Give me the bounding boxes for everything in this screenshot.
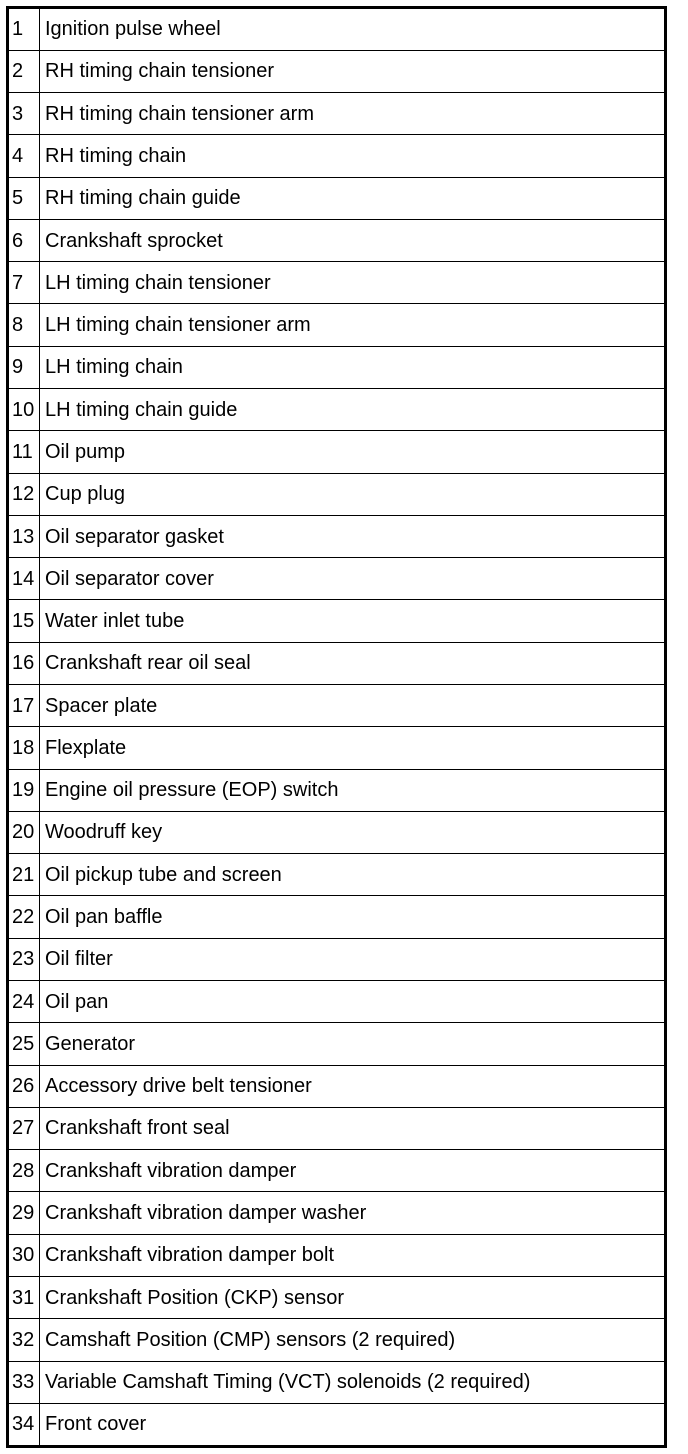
item-number: 6 bbox=[9, 219, 40, 261]
item-description: LH timing chain tensioner arm bbox=[40, 304, 665, 346]
table-row bbox=[9, 1065, 664, 1107]
table-row bbox=[9, 431, 664, 473]
item-number: 13 bbox=[9, 515, 40, 557]
table-row bbox=[9, 558, 664, 600]
item-description: Crankshaft vibration damper washer bbox=[40, 1192, 665, 1234]
item-number: 27 bbox=[9, 1107, 40, 1149]
item-description: Flexplate bbox=[40, 727, 665, 769]
table-row bbox=[9, 769, 664, 811]
item-number: 1 bbox=[9, 9, 40, 50]
table-row bbox=[9, 1361, 664, 1403]
table-row bbox=[9, 473, 664, 515]
item-description: Engine oil pressure (EOP) switch bbox=[40, 769, 665, 811]
item-description: LH timing chain bbox=[40, 346, 665, 388]
item-number: 32 bbox=[9, 1319, 40, 1361]
table-row bbox=[9, 642, 664, 684]
table-row bbox=[9, 811, 664, 853]
item-description: Crankshaft sprocket bbox=[40, 219, 665, 261]
item-description: Oil separator cover bbox=[40, 558, 665, 600]
table-row bbox=[9, 219, 664, 261]
item-number: 18 bbox=[9, 727, 40, 769]
item-description: LH timing chain guide bbox=[40, 389, 665, 431]
table-row bbox=[9, 304, 664, 346]
table-row bbox=[9, 1107, 664, 1149]
table-row bbox=[9, 1276, 664, 1318]
item-number: 29 bbox=[9, 1192, 40, 1234]
item-number: 5 bbox=[9, 177, 40, 219]
item-description: Crankshaft vibration damper bbox=[40, 1150, 665, 1192]
item-description: Accessory drive belt tensioner bbox=[40, 1065, 665, 1107]
table-row bbox=[9, 1023, 664, 1065]
item-number: 28 bbox=[9, 1150, 40, 1192]
legend-table bbox=[9, 9, 664, 1445]
item-number: 9 bbox=[9, 346, 40, 388]
item-number: 10 bbox=[9, 389, 40, 431]
item-number: 22 bbox=[9, 896, 40, 938]
item-number: 8 bbox=[9, 304, 40, 346]
table-row bbox=[9, 93, 664, 135]
item-description: Oil pan baffle bbox=[40, 896, 665, 938]
table-row bbox=[9, 50, 664, 92]
item-number: 3 bbox=[9, 93, 40, 135]
item-description: Oil pump bbox=[40, 431, 665, 473]
table-row bbox=[9, 938, 664, 980]
table-row bbox=[9, 727, 664, 769]
item-description: Crankshaft front seal bbox=[40, 1107, 665, 1149]
item-number: 11 bbox=[9, 431, 40, 473]
item-number: 24 bbox=[9, 980, 40, 1022]
table-row bbox=[9, 177, 664, 219]
item-description: RH timing chain bbox=[40, 135, 665, 177]
item-description: Variable Camshaft Timing (VCT) solenoids (2 required) bbox=[40, 1361, 665, 1403]
table-row bbox=[9, 685, 664, 727]
item-description: RH timing chain tensioner bbox=[40, 50, 665, 92]
table-row bbox=[9, 262, 664, 304]
item-description: Front cover bbox=[40, 1403, 665, 1445]
legend-body bbox=[9, 9, 664, 1445]
item-number: 23 bbox=[9, 938, 40, 980]
item-description: Oil filter bbox=[40, 938, 665, 980]
item-number: 7 bbox=[9, 262, 40, 304]
item-number: 31 bbox=[9, 1276, 40, 1318]
table-row bbox=[9, 1150, 664, 1192]
item-number: 12 bbox=[9, 473, 40, 515]
item-description: Camshaft Position (CMP) sensors (2 required) bbox=[40, 1319, 665, 1361]
item-number: 16 bbox=[9, 642, 40, 684]
item-number: 33 bbox=[9, 1361, 40, 1403]
item-number: 15 bbox=[9, 600, 40, 642]
item-description: RH timing chain guide bbox=[40, 177, 665, 219]
item-number: 19 bbox=[9, 769, 40, 811]
item-description: Spacer plate bbox=[40, 685, 665, 727]
table-row bbox=[9, 1234, 664, 1276]
item-number: 20 bbox=[9, 811, 40, 853]
parts-legend-table bbox=[6, 6, 667, 1448]
item-number: 14 bbox=[9, 558, 40, 600]
table-row bbox=[9, 1403, 664, 1445]
table-row bbox=[9, 980, 664, 1022]
item-description: Crankshaft rear oil seal bbox=[40, 642, 665, 684]
item-description: Oil separator gasket bbox=[40, 515, 665, 557]
table-row bbox=[9, 896, 664, 938]
table-row bbox=[9, 515, 664, 557]
item-number: 25 bbox=[9, 1023, 40, 1065]
item-description: Generator bbox=[40, 1023, 665, 1065]
table-row bbox=[9, 1192, 664, 1234]
item-number: 17 bbox=[9, 685, 40, 727]
table-row bbox=[9, 9, 664, 50]
item-number: 2 bbox=[9, 50, 40, 92]
item-description: Woodruff key bbox=[40, 811, 665, 853]
item-number: 34 bbox=[9, 1403, 40, 1445]
table-row bbox=[9, 1319, 664, 1361]
item-number: 26 bbox=[9, 1065, 40, 1107]
item-description: RH timing chain tensioner arm bbox=[40, 93, 665, 135]
item-description: Oil pickup tube and screen bbox=[40, 854, 665, 896]
item-description: Water inlet tube bbox=[40, 600, 665, 642]
item-description: Ignition pulse wheel bbox=[40, 9, 665, 50]
item-number: 4 bbox=[9, 135, 40, 177]
table-row bbox=[9, 346, 664, 388]
item-description: Crankshaft Position (CKP) sensor bbox=[40, 1276, 665, 1318]
table-row bbox=[9, 600, 664, 642]
item-number: 21 bbox=[9, 854, 40, 896]
item-description: LH timing chain tensioner bbox=[40, 262, 665, 304]
item-description: Crankshaft vibration damper bolt bbox=[40, 1234, 665, 1276]
item-description: Oil pan bbox=[40, 980, 665, 1022]
item-number: 30 bbox=[9, 1234, 40, 1276]
table-row bbox=[9, 854, 664, 896]
table-row bbox=[9, 389, 664, 431]
item-description: Cup plug bbox=[40, 473, 665, 515]
table-row bbox=[9, 135, 664, 177]
